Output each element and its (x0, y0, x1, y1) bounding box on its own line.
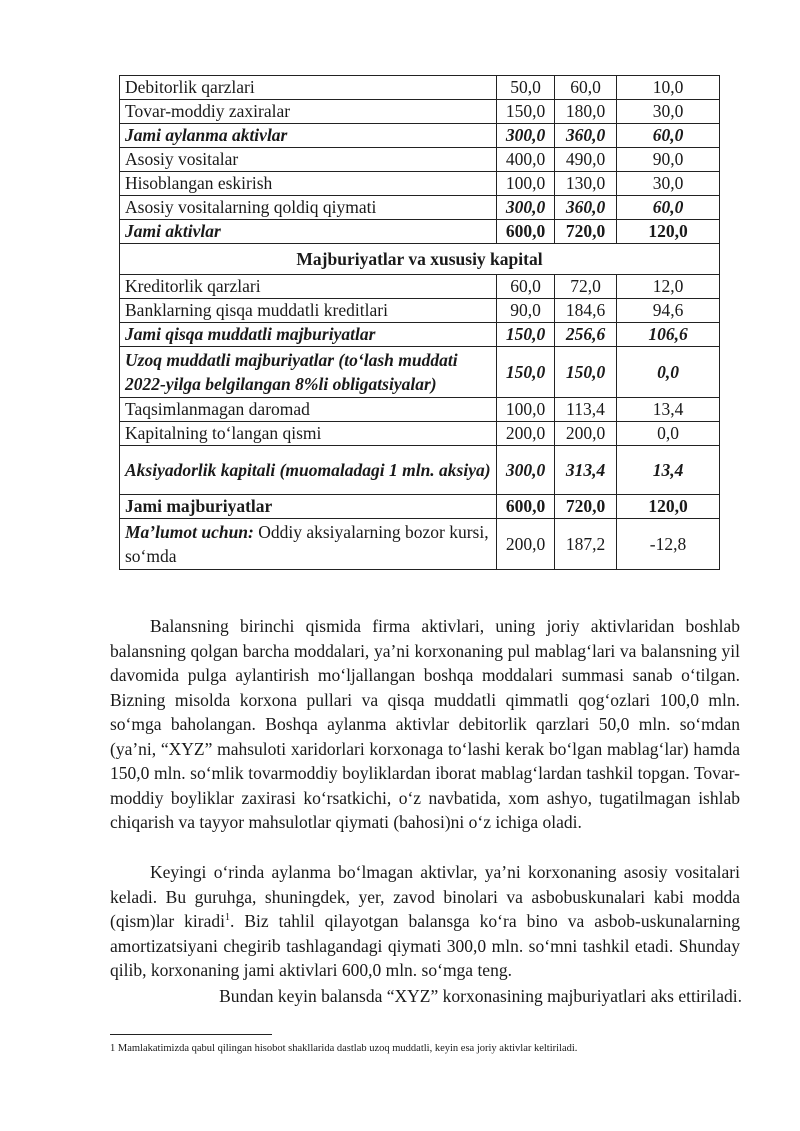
value-cell: 180,0 (555, 100, 617, 124)
value-cell: 113,4 (555, 398, 617, 422)
paragraph-liabilities-intro: Bundan keyin balansda “XYZ” korxonasining majburiyatlari aks ettiriladi. (219, 986, 742, 1006)
value-cell: 13,4 (617, 446, 720, 495)
table-row (120, 196, 720, 220)
value-cell: 94,6 (617, 299, 720, 323)
table-row-subtotal (120, 446, 720, 495)
row-label: Jami aylanma aktivlar (120, 124, 497, 148)
value-cell: 30,0 (617, 100, 720, 124)
table-row-total (120, 495, 720, 519)
value-cell: 150,0 (497, 347, 555, 398)
row-label: Asosiy vositalarning qoldiq qiymati (120, 196, 497, 220)
row-label: Aksiyadorlik kapitali (muomaladagi 1 mln. aksiya) (120, 446, 497, 495)
row-label (120, 519, 497, 570)
value-cell: 60,0 (617, 196, 720, 220)
value-cell: 300,0 (497, 446, 555, 495)
value-cell: 200,0 (497, 422, 555, 446)
table-row (120, 422, 720, 446)
value-cell: 60,0 (617, 124, 720, 148)
value-cell: 150,0 (497, 323, 555, 347)
value-cell: 490,0 (555, 148, 617, 172)
value-cell: 200,0 (555, 422, 617, 446)
row-label: Uzoq muddatli majburiyatlar (to‘lash muddati 2022-yilga belgilangan 8%li obligatsiyalar) (120, 347, 497, 398)
paragraph-text: Keyingi o‘rinda aylanma bo‘lmagan aktivlar, ya’ni korxonaning asosiy vositalari keladi. Bu guruhga, shuningdek, yer, zavod binolari va asbobuskunalari kabi modda (qism)lar kiradi (110, 862, 740, 931)
value-cell: 300,0 (497, 124, 555, 148)
footnote: 1 Mamlakatimizda qabul qilingan hisobot shakllarida dastlab uzoq muddatli, keyin esa joriy aktivlar keltiriladi. (110, 1043, 578, 1054)
info-label-bold: Ma’lumot uchun: (125, 522, 254, 542)
footnote-divider (110, 1034, 272, 1035)
row-label: Asosiy vositalar (120, 148, 497, 172)
value-cell: 184,6 (555, 299, 617, 323)
table-row (120, 275, 720, 299)
table-row (120, 148, 720, 172)
value-cell: 60,0 (555, 76, 617, 100)
table-row (120, 172, 720, 196)
value-cell: 720,0 (555, 495, 617, 519)
value-cell: 90,0 (617, 148, 720, 172)
value-cell: 90,0 (497, 299, 555, 323)
table-row-subtotal (120, 323, 720, 347)
table-row-total (120, 220, 720, 244)
table-row (120, 398, 720, 422)
value-cell: 10,0 (617, 76, 720, 100)
paragraph-assets: Balansning birinchi qismida firma aktivlari, uning joriy aktivlaridan boshlab balansning qolgan barcha moddalari, ya’ni korxonaning pul mablag‘lari va balansning yil davomida pulga aylantirish mo‘ljallangan boshqa moddalari summasi sanab o‘tilgan. Bizning misolda korxona pullari va qisqa muddatli qimmatli qog‘ozlari 100,0 mln. so‘mga baholangan. Boshqa aylanma aktivlar debitorlik qarzlari 50,0 mln. so‘mdan (ya’ni, “XYZ” mahsuloti xaridorlari korxonaga to‘lashi kerak bo‘lgan mablag‘lar) hamda 150,0 mln. so‘mlik tovarmoddiy boyliklardan iborat mablag‘lardan tashkil topgan. Tovar-moddiy boyliklar zaxirasi ko‘rsatkichi, o‘z navbatida, xom ashyo, tugatilmagan ishlab chiqarish va tayyor mahsulotlar qiymati (bahosi)ni o‘z ichiga oladi. (110, 616, 740, 832)
value-cell: 12,0 (617, 275, 720, 299)
row-label: Kapitalning to‘langan qismi (120, 422, 497, 446)
table-row-subtotal (120, 124, 720, 148)
table-row-info (120, 519, 720, 570)
table-row (120, 299, 720, 323)
paragraph-text: . Biz tahlil qilayotgan balansga ko‘ra bino va asbob-uskunalarning amortizatsiyani chegirib tashlagandagi qiymati 300,0 mln. so‘mni tashkil etadi. Shunday qilib, korxonaning jami aktivlari 600,0 mln. so‘mga teng. (110, 911, 741, 980)
footnote-reference[interactable]: 1 (224, 912, 230, 924)
row-label: Banklarning qisqa muddatli kreditlari (120, 299, 497, 323)
value-cell: 100,0 (497, 172, 555, 196)
table-row (120, 100, 720, 124)
row-label: Jami qisqa muddatli majburiyatlar (120, 323, 497, 347)
value-cell: 130,0 (555, 172, 617, 196)
value-cell: 313,4 (555, 446, 617, 495)
value-cell: 400,0 (497, 148, 555, 172)
value-cell: 360,0 (555, 196, 617, 220)
balance-sheet-table (119, 75, 720, 570)
value-cell: 13,4 (617, 398, 720, 422)
value-cell: 0,0 (617, 422, 720, 446)
value-cell: 256,6 (555, 323, 617, 347)
row-label: Debitorlik qarzlari (120, 76, 497, 100)
value-cell: 0,0 (617, 347, 720, 398)
value-cell: 720,0 (555, 220, 617, 244)
value-cell: 100,0 (497, 398, 555, 422)
value-cell: -12,8 (617, 519, 720, 570)
value-cell: 360,0 (555, 124, 617, 148)
info-label-text: Oddiy aksiyalarning bozor kursi, so‘mda (125, 522, 489, 566)
value-cell: 72,0 (555, 275, 617, 299)
table-section-row (120, 244, 720, 275)
row-label: Jami aktivlar (120, 220, 497, 244)
value-cell: 150,0 (555, 347, 617, 398)
value-cell: 200,0 (497, 519, 555, 570)
value-cell: 120,0 (617, 495, 720, 519)
value-cell: 50,0 (497, 76, 555, 100)
row-label: Taqsimlanmagan daromad (120, 398, 497, 422)
section-title: Majburiyatlar va xususiy kapital (120, 244, 720, 275)
table-row-subtotal (120, 347, 720, 398)
value-cell: 106,6 (617, 323, 720, 347)
value-cell: 600,0 (497, 220, 555, 244)
table-row (120, 76, 720, 100)
value-cell: 300,0 (497, 196, 555, 220)
row-label: Hisoblangan eskirish (120, 172, 497, 196)
row-label: Tovar-moddiy zaxiralar (120, 100, 497, 124)
value-cell: 120,0 (617, 220, 720, 244)
value-cell: 600,0 (497, 495, 555, 519)
row-label: Kreditorlik qarzlari (120, 275, 497, 299)
row-label: Jami majburiyatlar (120, 495, 497, 519)
value-cell: 30,0 (617, 172, 720, 196)
paragraph-noncurrent-assets (110, 860, 740, 983)
value-cell: 60,0 (497, 275, 555, 299)
value-cell: 150,0 (497, 100, 555, 124)
value-cell: 187,2 (555, 519, 617, 570)
